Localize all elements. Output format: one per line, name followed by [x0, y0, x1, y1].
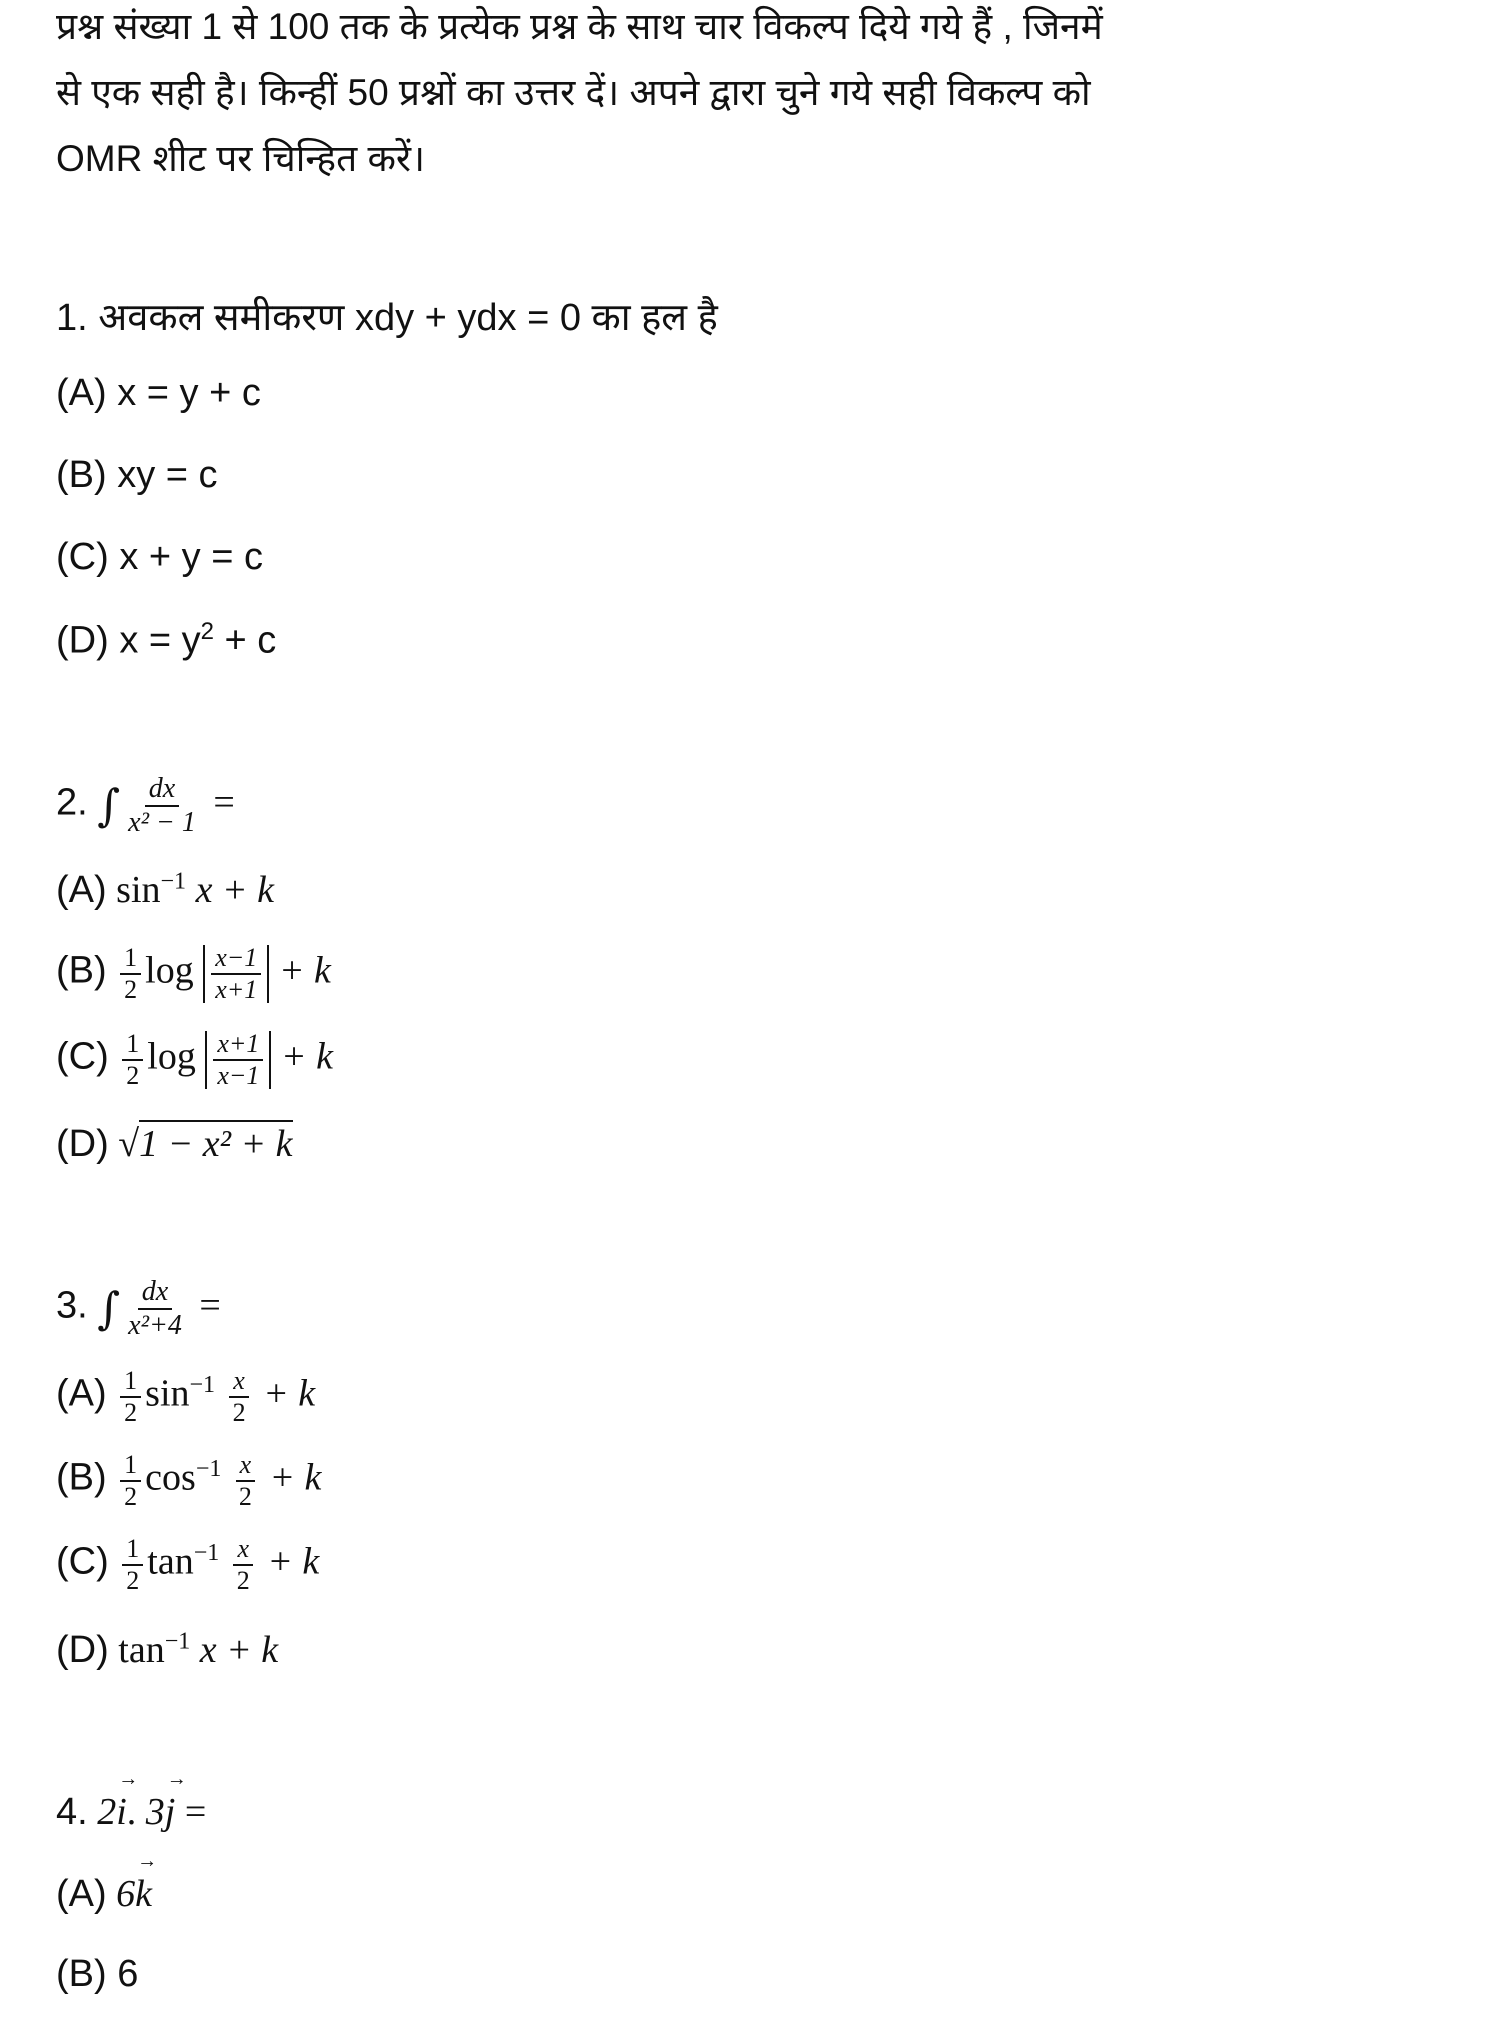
option-sup: −1	[193, 1540, 220, 1567]
dot-operator: .	[126, 1791, 137, 1833]
instructions	[56, 0, 1451, 192]
option-3-c[interactable]	[56, 1536, 319, 1594]
option-coefficient: 6	[116, 1873, 136, 1915]
fraction-numerator: dx	[145, 775, 179, 807]
option-3-d[interactable]	[56, 1628, 278, 1672]
function-name: log	[147, 1035, 196, 1078]
option-rest: + k	[280, 1035, 333, 1078]
unit-vector-k: → k	[135, 1872, 152, 1916]
option-3-b[interactable]	[56, 1452, 321, 1510]
option-2-c[interactable]	[56, 1031, 333, 1089]
option-sup: 2	[200, 618, 214, 645]
option-rest: x + k	[199, 1629, 279, 1671]
option-rest: + k	[267, 1540, 320, 1583]
option-1-d[interactable]	[56, 618, 276, 663]
half-fraction: $\frac{1}{2}$	[120, 1368, 141, 1426]
option-3-a[interactable]	[56, 1368, 315, 1426]
half-fraction: $\frac{1}{2}$	[120, 1452, 141, 1510]
option-text-post: + c	[214, 619, 277, 662]
integrand-fraction	[124, 775, 200, 837]
question-number: 2.	[56, 781, 88, 824]
option-label: (A)	[56, 1372, 107, 1415]
option-sup: −1	[160, 868, 187, 895]
option-sup: −1	[189, 1372, 216, 1399]
option-label: (A)	[56, 1873, 107, 1915]
option-1-a[interactable]	[56, 372, 261, 415]
option-2-a[interactable]	[56, 868, 274, 912]
function-name: sin	[145, 1372, 190, 1415]
option-text: x = y + c	[117, 372, 261, 414]
function-name: tan	[118, 1629, 165, 1671]
equals-sign: =	[199, 1284, 221, 1327]
coefficient-2: 3	[145, 1791, 165, 1833]
option-text: x + y = c	[119, 536, 263, 578]
question-4	[56, 1790, 206, 1834]
equals-sign: =	[213, 781, 235, 824]
function-name: sin	[116, 869, 161, 911]
option-label: (D)	[56, 619, 109, 662]
option-label: (B)	[56, 949, 107, 992]
x-over-2-fraction: $\frac{x}{2}$	[233, 1536, 254, 1594]
option-rest: + k	[263, 1372, 316, 1415]
half-fraction: $\frac{1}{2}$	[120, 945, 141, 1003]
x-over-2-fraction: $\frac{x}{2}$	[229, 1368, 250, 1426]
instructions-line-2: से एक सही है। किन्हीं 50 प्रश्नों का उत्तर दें। अपने द्वारा चुने गये सही विकल्प को	[56, 72, 1091, 113]
option-label: (A)	[56, 869, 107, 911]
option-label: (D)	[56, 1123, 109, 1165]
half-fraction: $\frac{1}{2}$	[122, 1536, 143, 1594]
option-text-pre: x = y	[119, 619, 201, 662]
option-text: 6	[117, 1953, 139, 1995]
question-1	[56, 290, 718, 342]
option-sup: −1	[164, 1628, 191, 1655]
radical-sign: √	[118, 1123, 140, 1165]
option-rest: + k	[278, 949, 331, 992]
instructions-line-3: OMR शीट पर चिन्हित करें।	[56, 138, 426, 179]
option-label: (B)	[56, 454, 107, 496]
unit-vector-j: → j	[165, 1790, 176, 1834]
question-number: 4.	[56, 1791, 88, 1833]
fraction-numerator: dx	[138, 1278, 172, 1310]
option-4-b[interactable]	[56, 1953, 138, 1996]
integral-sign: ∫	[97, 1283, 121, 1335]
option-1-c[interactable]	[56, 536, 263, 579]
question-text: अवकल समीकरण xdy + ydx = 0 का हल है	[98, 297, 718, 339]
option-2-b[interactable]	[56, 945, 331, 1003]
option-1-b[interactable]	[56, 454, 218, 497]
abs-fraction: $\frac{x+1}{x-1}$	[213, 1031, 263, 1089]
function-name: tan	[147, 1540, 194, 1583]
function-name: cos	[145, 1456, 196, 1499]
fraction-denominator: x² − 1	[128, 807, 196, 838]
absolute-value	[205, 1031, 271, 1089]
option-text: xy = c	[117, 454, 218, 496]
x-over-2-fraction: $\frac{x}{2}$	[235, 1452, 256, 1510]
instructions-line-1: प्रश्न संख्या 1 से 100 तक के प्रत्येक प्रश्न के साथ चार विकल्प दिये गये हैं , जिनमें	[56, 6, 1103, 47]
option-sup: −1	[195, 1456, 222, 1483]
option-label: (C)	[56, 536, 109, 578]
option-label: (B)	[56, 1456, 107, 1499]
coefficient-1: 2	[97, 1791, 117, 1833]
option-rest: + k	[269, 1456, 322, 1499]
option-2-d[interactable]	[56, 1122, 293, 1166]
option-label: (D)	[56, 1629, 109, 1671]
unit-vector-i: → i	[116, 1790, 127, 1834]
option-label: (A)	[56, 372, 107, 414]
integral-sign: ∫	[97, 780, 121, 832]
option-label: (B)	[56, 1953, 107, 1995]
option-4-a[interactable]	[56, 1872, 152, 1916]
radicand: 1 − x² + k	[139, 1120, 292, 1165]
option-rest: x + k	[195, 869, 274, 911]
equals-sign: =	[184, 1791, 207, 1833]
integrand-fraction	[124, 1278, 186, 1340]
option-label: (C)	[56, 1035, 109, 1078]
half-fraction: $\frac{1}{2}$	[122, 1031, 143, 1089]
question-3	[56, 1278, 221, 1340]
function-name: log	[145, 949, 194, 992]
fraction-denominator: x²+4	[128, 1310, 182, 1341]
question-number: 3.	[56, 1284, 88, 1327]
question-2	[56, 775, 235, 837]
option-label: (C)	[56, 1540, 109, 1583]
absolute-value	[203, 945, 269, 1003]
question-number: 1.	[56, 297, 88, 339]
abs-fraction: $\frac{x-1}{x+1}$	[211, 945, 261, 1003]
